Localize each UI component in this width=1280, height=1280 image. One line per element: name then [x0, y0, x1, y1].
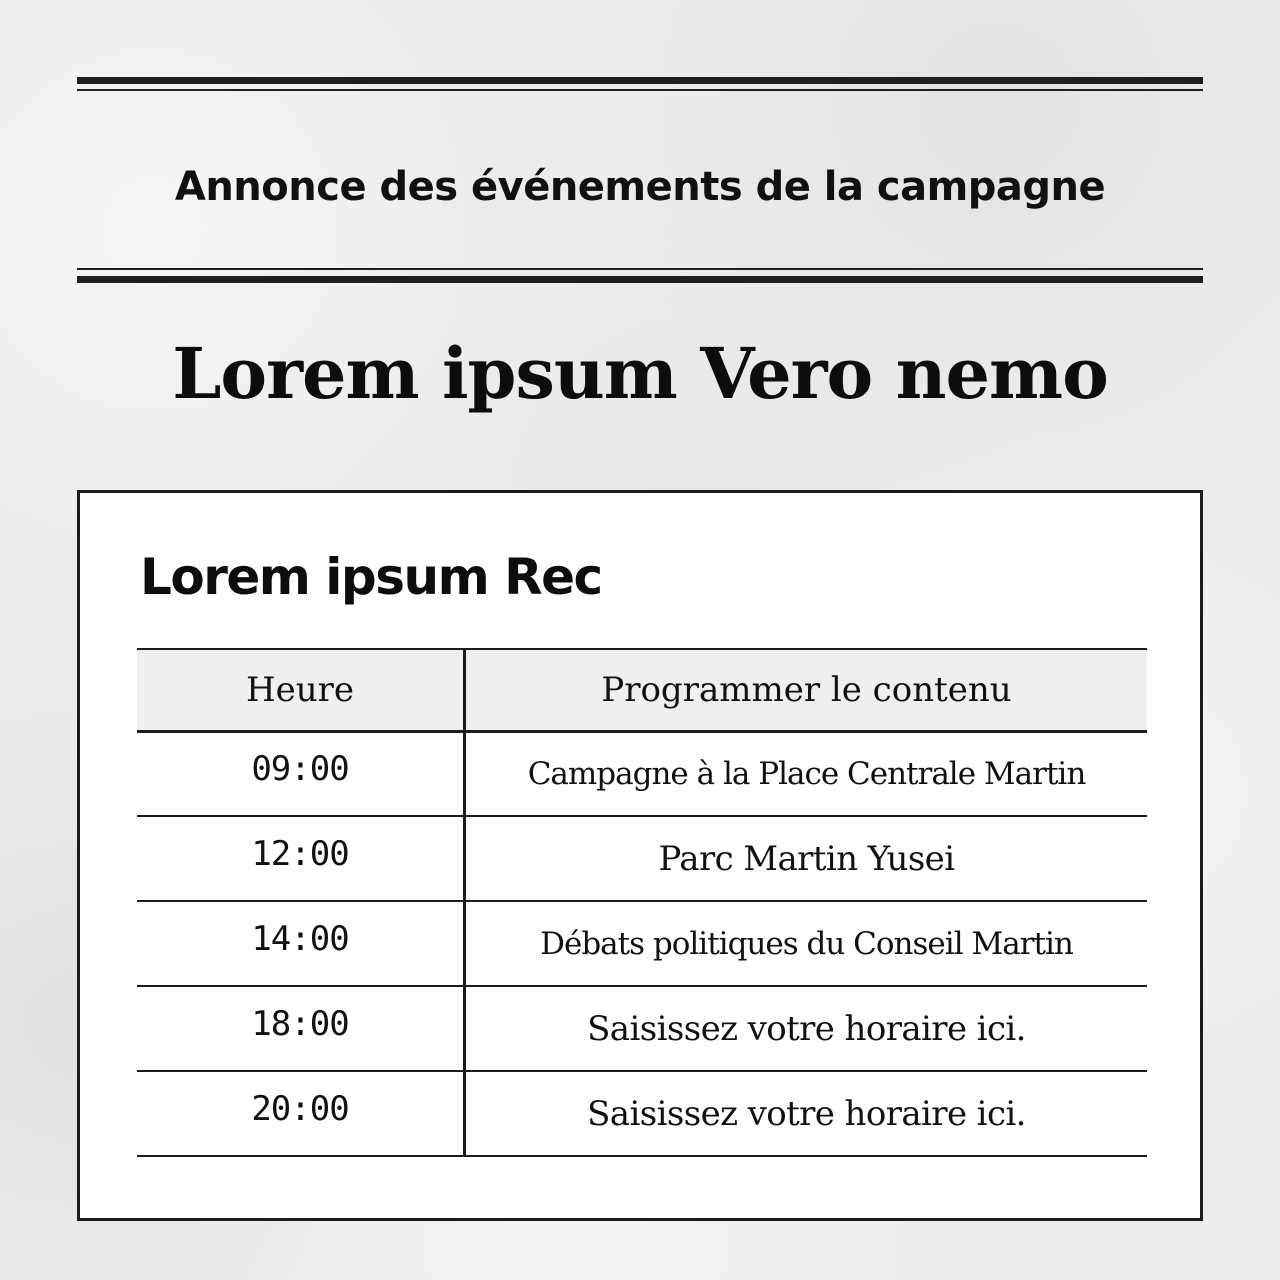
- schedule-table: [137, 648, 1147, 1157]
- row-time: 18:00: [137, 986, 465, 1071]
- table-row: [137, 986, 1147, 1071]
- row-content: Parc Martin Yusei: [465, 816, 1148, 901]
- header-bottom-thick-rule: [77, 276, 1203, 283]
- announcement-subtitle: Annonce des événements de la campagne: [174, 164, 1106, 210]
- row-time: 12:00: [137, 816, 465, 901]
- row-content: Débats politiques du Conseil Martin: [465, 901, 1148, 986]
- page-headline: Lorem ipsum Vero nemo: [172, 332, 1108, 415]
- row-content: Saisissez votre horaire ici.: [465, 986, 1148, 1071]
- column-header-time: Heure: [137, 649, 465, 731]
- table-header-row: [137, 649, 1147, 731]
- row-time: 09:00: [137, 731, 465, 816]
- table-row: [137, 901, 1147, 986]
- table-row: [137, 1071, 1147, 1156]
- row-content: Saisissez votre horaire ici.: [465, 1071, 1148, 1156]
- row-time: 14:00: [137, 901, 465, 986]
- schedule-card: [77, 490, 1203, 1221]
- header-top-thick-rule: [77, 77, 1203, 84]
- table-row: [137, 816, 1147, 901]
- column-header-content: Programmer le contenu: [465, 649, 1148, 731]
- schedule-card-title: Lorem ipsum Rec: [140, 548, 602, 606]
- header-bottom-thin-rule: [77, 268, 1203, 270]
- header-top-thin-rule: [77, 89, 1203, 91]
- table-row: [137, 731, 1147, 816]
- row-time: 20:00: [137, 1071, 465, 1156]
- row-content: Campagne à la Place Centrale Martin: [465, 731, 1148, 816]
